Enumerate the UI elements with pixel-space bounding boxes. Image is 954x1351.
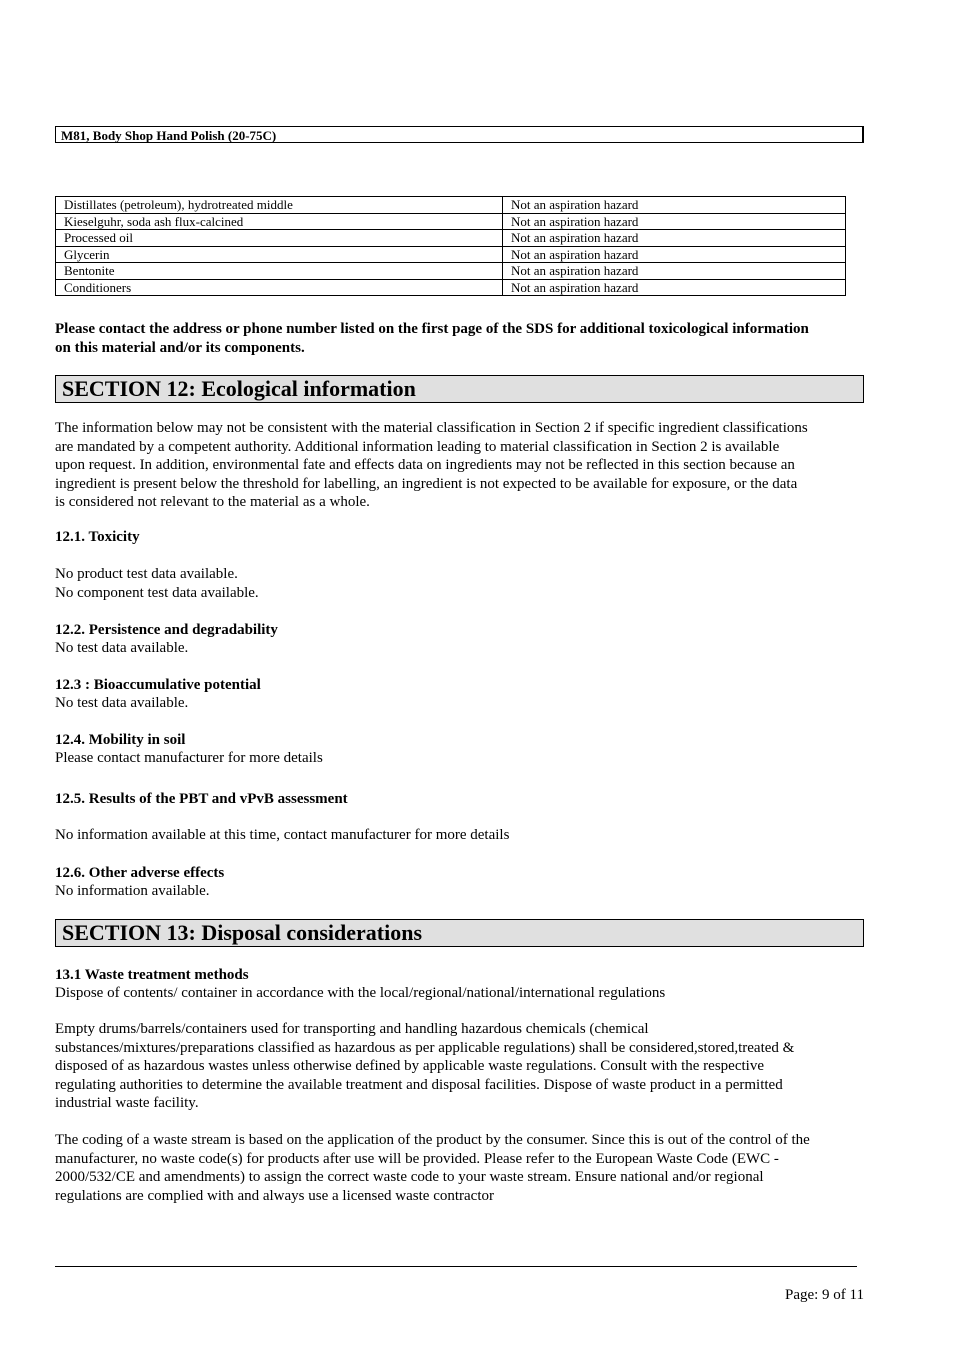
other-effects-heading: 12.6. Other adverse effects (55, 865, 225, 881)
table-row (56, 197, 846, 214)
ingredient-cell: Conditioners (56, 279, 503, 296)
persistence-text: No test data available. (55, 640, 189, 656)
toxicity-line: No component test data available. (55, 584, 259, 601)
intro-line: ingredient is present below the threshold for labelling, an ingredient is not expected to be available for exposure, or the data (55, 475, 798, 492)
paragraph-line: regulating authorities to determine the available treatment and disposal facilities. Dispose of waste product in a permitted (55, 1076, 783, 1093)
toxicity-heading: 12.1. Toxicity (55, 529, 140, 545)
waste-treatment-text: Dispose of contents/ container in accordance with the local/regional/national/international regulations (55, 985, 666, 1001)
value-cell: Not an aspiration hazard (503, 213, 846, 230)
paragraph-line: substances/mixtures/preparations classified as hazardous as per applicable regulations) shall be considered,stored,treated & (55, 1039, 795, 1056)
toxicity-text (55, 565, 259, 602)
value-cell: Not an aspiration hazard (503, 263, 846, 280)
value-cell: Not an aspiration hazard (503, 197, 846, 214)
table-row (56, 230, 846, 247)
paragraph-line: manufacturer, no waste code(s) for products after use will be provided. Please refer to the European Waste Code (EWC - (55, 1150, 779, 1167)
paragraph-line: disposed of as hazardous wastes unless otherwise defined by applicable waste regulations. Consult with the respective (55, 1058, 764, 1074)
persistence-heading: 12.2. Persistence and degradability (55, 622, 278, 638)
table-row (56, 279, 846, 296)
waste-coding-paragraph (55, 1131, 810, 1205)
paragraph-line: 2000/532/CE and amendments) to assign the correct waste code to your waste stream. Ensure national and/or regional (55, 1169, 764, 1185)
paragraph-line: industrial waste facility. (55, 1095, 199, 1111)
table-row (56, 246, 846, 263)
paragraph-line: Empty drums/barrels/containers used for transporting and handling hazardous chemicals (chemical (55, 1021, 649, 1037)
contact-note (55, 320, 809, 357)
ingredient-cell: Distillates (petroleum), hydrotreated middle (56, 197, 503, 214)
pbt-heading: 12.5. Results of the PBT and vPvB assessment (55, 791, 348, 807)
ingredient-cell: Kieselguhr, soda ash flux-calcined (56, 213, 503, 230)
waste-treatment-heading: 13.1 Waste treatment methods (55, 967, 249, 983)
paragraph-line: regulations are complied with and always use a licensed waste contractor (55, 1187, 495, 1204)
toxicity-line: No product test data available. (55, 566, 238, 582)
aspiration-hazard-table (55, 196, 846, 296)
value-cell: Not an aspiration hazard (503, 279, 846, 296)
intro-line: are mandated by a competent authority. Additional information leading to material classification in Section 2 is available (55, 438, 780, 455)
section-12-intro (55, 419, 808, 512)
empty-drums-paragraph (55, 1020, 794, 1113)
contact-note-line: on this material and/or its components. (55, 339, 305, 356)
intro-line: upon request. In addition, environmental fate and effects data on ingredients may not be reflected in this section because an (55, 457, 795, 473)
bioaccumulative-heading: 12.3 : Bioaccumulative potential (55, 677, 261, 693)
paragraph-line: The coding of a waste stream is based on the application of the product by the consumer. Since this is out of the control of the (55, 1132, 810, 1148)
product-header: M81, Body Shop Hand Polish (20-75C) (55, 126, 864, 143)
pbt-text: No information available at this time, contact manufacturer for more details (55, 827, 510, 843)
other-effects-text: No information available. (55, 883, 210, 899)
table-row (56, 213, 846, 230)
page-number: Page: 9 of 11 (784, 1287, 864, 1303)
intro-line: The information below may not be consistent with the material classification in Section 2 if specific ingredient classifications (55, 420, 808, 436)
table-row (56, 263, 846, 280)
section-13-title: SECTION 13: Disposal considerations (55, 919, 864, 947)
ingredient-cell: Glycerin (56, 246, 503, 263)
intro-line: is considered not relevant to the material as a whole. (55, 494, 370, 510)
footer-divider (55, 1266, 857, 1267)
ingredient-cell: Processed oil (56, 230, 503, 247)
ingredient-cell: Bentonite (56, 263, 503, 280)
section-12-title: SECTION 12: Ecological information (55, 375, 864, 403)
value-cell: Not an aspiration hazard (503, 230, 846, 247)
bioaccumulative-text: No test data available. (55, 695, 189, 711)
mobility-text: Please contact manufacturer for more details (55, 750, 323, 766)
contact-note-line: Please contact the address or phone number listed on the first page of the SDS for additional toxicological information (55, 321, 809, 337)
value-cell: Not an aspiration hazard (503, 246, 846, 263)
mobility-heading: 12.4. Mobility in soil (55, 732, 186, 748)
